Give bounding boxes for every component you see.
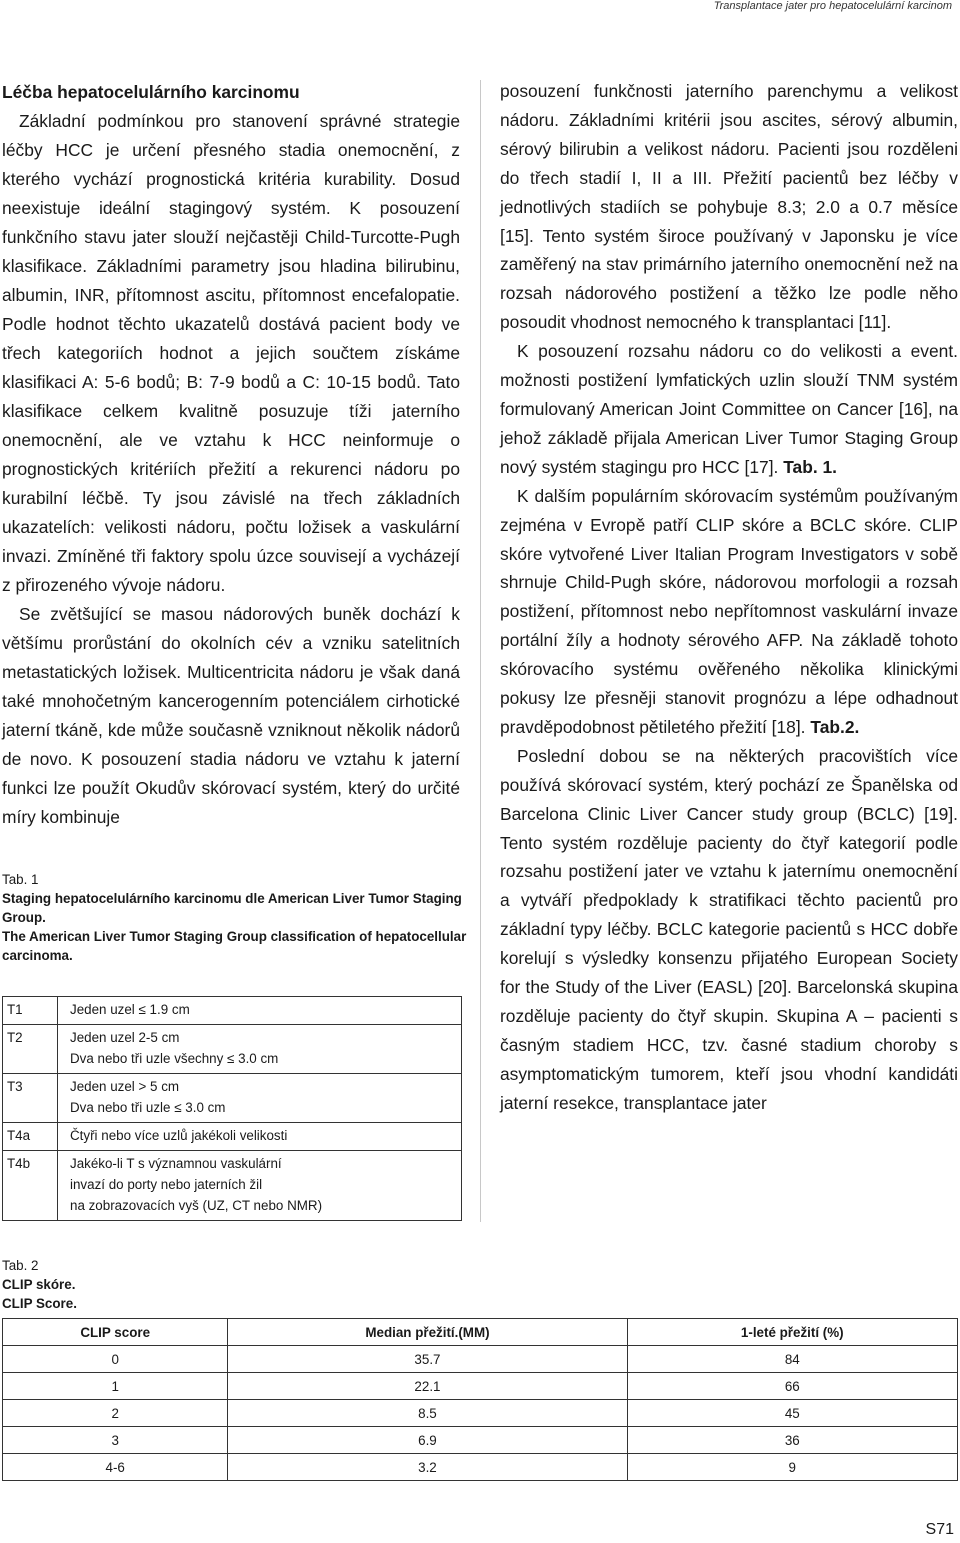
table-row — [3, 1025, 462, 1074]
paragraph — [500, 337, 958, 482]
column-header: CLIP score — [3, 1319, 228, 1346]
criteria-line: Čtyři nebo více uzlů jakékoli velikosti — [70, 1128, 288, 1143]
table-row — [3, 1373, 958, 1400]
staging-table — [2, 996, 462, 1221]
paragraph — [500, 482, 958, 742]
table1-label: Tab. 1 — [2, 872, 39, 887]
criteria-line: Dva nebo tři uzle všechny ≤ 3.0 cm — [70, 1051, 279, 1066]
table-row — [3, 1151, 462, 1221]
criteria-line: Jeden uzel 2-5 cm — [70, 1030, 180, 1045]
criteria-cell — [58, 997, 462, 1025]
table-cell: 9 — [627, 1454, 957, 1481]
column-divider — [480, 80, 481, 1222]
stage-cell: T1 — [3, 997, 58, 1025]
table-row — [3, 1123, 462, 1151]
paragraph: Se zvětšující se masou nádorových buněk dochází k většímu prorůstání do okolních cév a vzniku satelitních metastatických ložisek. Multicentricita nádoru je však daná také mnohočetným kancerogenním potenciálem cirhotické jaterní tkáně, kde může současně vzniknout několik nádorů de novo. K posouzení stadia nádoru ve vztahu k jaterní funkci lze použít Okudův skórovací systém, který do určité míry kombinuje — [2, 604, 460, 827]
paragraph-text: K dalším populárním skórovacím systémům používaným zejména v Evropě patří CLIP skóre a BCLC skóre. CLIP skóre vytvořené Liver Italian Program Investigators v sobě shrnuje Child-Pugh skóre, nádorovou morfologii a rozsah postižení, přítomnost nebo nepřítomnost vaskulární invaze portální žíly a hodnoty sérového AFP. Na základě tohoto skórovacího systému ověřeného několika klinickými pokusy lze přesněji stanovit prognózu a lépe odhadnout pravděpodobnost pětiletého přežití [18]. — [500, 485, 958, 737]
criteria-cell — [58, 1025, 462, 1074]
table-cell: 2 — [3, 1400, 228, 1427]
criteria-cell — [58, 1151, 462, 1221]
table-cell: 66 — [627, 1373, 957, 1400]
criteria-cell — [58, 1074, 462, 1123]
criteria-line: invazí do porty nebo jaterních žil — [70, 1177, 263, 1192]
paragraph: Základní podmínkou pro stanovení správné strategie léčby HCC je určení přesného stadia onemocnění, z kterého vychází prognostická kritéria kurability. Dosud neexistuje ideální stagingový systém. K posouzení funkčního stavu jater slouží nejčastěji Child-Turcotte-Pugh klasifikace. Základními parametry jsou hladina bilirubinu, albumin, INR, přítomnost ascitu, přítomnost encefalopatie. Podle hodnot těchto ukazatelů dostává pacient body ve třech kategoriích hodnot a jejich součtem získáme klasifikaci A: 5-6 bodů; B: 7-9 bodů a C: 10-15 bodů. Tato klasifikace celkem kvalitně posuzuje tíži jaterního onemocnění, ale ve vztahu k HCC neinformuje o prognostických kritériích přežití a rekurenci nádoru po kurabilní léčbě. Ty jsou závislé na třech základních ukazatelích: velikosti nádoru, počtu ložisek a vaskulární invazi. Zmíněné tři faktory spolu úzce souvisejí a vycházejí z přirozeného vývoje nádoru. — [2, 111, 460, 595]
section-title: Léčba hepatocelulárního karcinomu — [2, 82, 300, 102]
running-title: Transplantace jater pro hepatocelulární karcinom — [713, 0, 952, 12]
paragraph — [500, 77, 958, 337]
table-cell: 35.7 — [228, 1346, 627, 1373]
table-row — [3, 1346, 958, 1373]
page-number: S71 — [925, 1521, 954, 1538]
criteria-line: Jeden uzel > 5 cm — [70, 1079, 180, 1094]
table2-title-en: CLIP Score. — [2, 1296, 77, 1311]
stage-cell: T3 — [3, 1074, 58, 1123]
criteria-cell — [58, 1123, 462, 1151]
stage-cell: T2 — [3, 1025, 58, 1074]
paragraph-text: Poslední dobou se na některých pracovištích více používá skórovací systém, který pochází ze Španělska od Barcelona Clinic Liver Cancer study group (BCLC) [19]. Tento systém rozděluje pacienty do čtyř kategorií podle rozsahu postižení jater ve vztahu k jaternímu onemocnění a vytváří předpoklady k stratifikaci těchto pacientů pro základní typy léčby. BCLC kategorie pacientů s HCC dobře korelují s výsledky konsenzu přijatého European Society for the Study of the Liver (EASL) [20]. Barcelonská skupina rozděluje pacienty do čtyř skupin. Skupina A – pacienti s časným stadiem HCC, tzv. časné stadium choroby s asymptomatickým tumorem, kteří jsou vhodní kandidáti jaterní resekce, transplantace jater — [500, 745, 958, 1113]
criteria-line: na zobrazovacích vyš (UZ, CT nebo NMR) — [70, 1198, 323, 1213]
table-cell: 4-6 — [3, 1454, 228, 1481]
table2-caption — [2, 1256, 302, 1313]
stage-cell: T4b — [3, 1151, 58, 1221]
table-header-row — [3, 1319, 958, 1346]
left-column — [2, 78, 460, 832]
table-cell: 0 — [3, 1346, 228, 1373]
table-cell: 22.1 — [228, 1373, 627, 1400]
criteria-line: Dva nebo tři uzle ≤ 3.0 cm — [70, 1100, 226, 1115]
table-cell: 45 — [627, 1400, 957, 1427]
stage-cell: T4a — [3, 1123, 58, 1151]
table-row — [3, 1400, 958, 1427]
table-cell: 36 — [627, 1427, 957, 1454]
table-cell: 6.9 — [228, 1427, 627, 1454]
table1-caption — [2, 870, 472, 965]
table-row — [3, 997, 462, 1025]
criteria-line: Jeden uzel ≤ 1.9 cm — [70, 1002, 190, 1017]
table2-title-cs: CLIP skóre. — [2, 1277, 76, 1292]
column-header: 1-leté přežití (%) — [627, 1319, 957, 1346]
table-row — [3, 1454, 958, 1481]
table-row — [3, 1427, 958, 1454]
table2-label: Tab. 2 — [2, 1258, 39, 1273]
table1-title-cs: Staging hepatocelulárního karcinomu dle American Liver Tumor Staging Group. — [2, 891, 462, 925]
table-reference: Tab.2. — [810, 716, 860, 737]
table-cell: 8.5 — [228, 1400, 627, 1427]
column-header: Median přežití.(MM) — [228, 1319, 627, 1346]
table-cell: 3 — [3, 1427, 228, 1454]
table-reference: Tab. 1. — [783, 456, 837, 477]
clip-score-table — [2, 1318, 958, 1481]
paragraph — [500, 742, 958, 1118]
table-cell: 84 — [627, 1346, 957, 1373]
right-column — [500, 77, 958, 1118]
criteria-line: Jakéko-li T s významnou vaskulární — [70, 1156, 282, 1171]
table-row — [3, 1074, 462, 1123]
paragraph-text: K posouzení rozsahu nádoru co do velikosti a event. možnosti postižení lymfatických uzlin slouží TNM systém formulovaný American Joint Committee on Cancer [16], na jehož základě přijala American Liver Tumor Staging Group nový systém stagingu pro HCC [17]. — [500, 341, 958, 477]
table-cell: 1 — [3, 1373, 228, 1400]
table-cell: 3.2 — [228, 1454, 627, 1481]
paragraph-text: posouzení funkčnosti jaterního parenchymu a velikost nádoru. Základními kritérii jsou ascites, sérový albumin, sérový bilirubin a velikost nádoru. Pacienti jsou rozděleni do třech stadií I, II a III. Přežití pacientů bez léčby v jednotlivých stadiích se pohybuje 8.3; 2.0 a 0.7 měsíce [15]. Tento systém široce používaný v Japonsku je více zaměřený na stav primárního jaterního onemocnění než na rozsah nádorového postižení a těžko lze podle něho posoudit vhodnost nemocného k transplantaci [11]. — [500, 81, 958, 333]
table1-title-en: The American Liver Tumor Staging Group classification of hepatocellular carcinoma. — [2, 929, 467, 963]
